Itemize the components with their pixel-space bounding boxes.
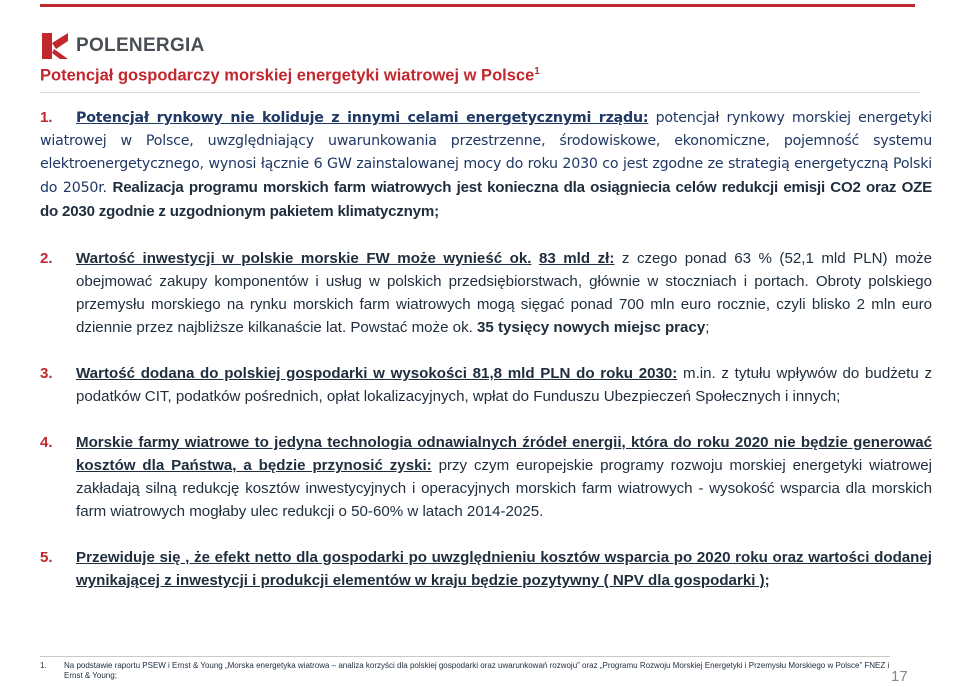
item-1-number: 1. [40,109,53,126]
title-footnote-ref: 1 [534,66,540,77]
item-2-jobs: 35 tysięcy nowych miejsc pracy [477,319,706,336]
company-logo [42,33,205,59]
item-2-body: z czego ponad 63 % (52,1 mld PLN) może obejmować zakupy komponentów i usług w polskich przedsiębiorstwach, głównie w stoczniach i portach. Obroty polskiego przemysłu morskiego na rynku morskich farm wiatrowych mogą sięgać ponad 700 mln euro rocznie, czyli blisko 2 mln euro dziennie przez najbliższe kilkanaście lat. Powstać może ok. [76,250,932,336]
top-accent-line [40,4,915,7]
item-1-body: potencjał rynkowy morskiej energetyki wiatrowej w Polsce, uwzględniający uwarunkowania przestrzenne, środowiskowe, ekonomiczne, pojemność systemu elektroenergetycznego, wynosi łącznie 6 GW zainstalowanej mocy do roku 2030 co jest zgodne ze strategią energetyczną Polski do 2050r. [40,110,932,196]
item-2-amount: 83 mld zł: [538,250,615,267]
item-2-text: Wartość inwestycji w polskie morskie FW może wynieść ok. 83 mld zł: z czego ponad 63 % (52,1 mld PLN) może obejmować zakupy komponentów i usług w polskich przedsiębiorstwach, głównie w stoczniach i portach. Obroty polskiego przemysłu morskiego na rynku morskich farm wiatrowych mogą sięgać ponad 700 mln euro rocznie, czyli blisko 2 mln euro dziennie przez najbliższe kilkanaście lat. Powstać może ok. 35 tysięcy nowych miejsc pracy; [76,250,932,336]
item-3-text [76,362,932,408]
list-item-5 [40,546,932,592]
item-2-heading: Wartość inwestycji w polskie morskie FW może wynieść ok. [76,250,532,267]
list-item-1 [40,106,932,224]
footnote-text: Na podstawie raportu PSEW i Ernst & Young „Morska energetyka wiatrowa – analiza korzyści dla polskiej gospodarki oraz uwarunkowań rozwoju” oraz „Programu Rozwoju Morskiej Energetyki i Przemysłu Morskiego w Polsce” FNEZ i Ernst & Young; [64,661,890,680]
item-3-number: 3. [40,365,53,382]
title-divider [40,92,920,93]
item-5-text [76,546,932,592]
footnote-divider [40,656,890,657]
item-4-number: 4. [40,434,53,451]
item-1-heading: Potencjał rynkowy nie koliduje z innymi celami energetycznymi rządu: [76,110,649,126]
item-4-text [76,431,932,523]
item-5-heading: Przewiduje się , że efekt netto dla gospodarki po uwzględnieniu kosztów wsparcia po 2020 roku oraz wartości dodanej wynikającej z inwestycji i produkcji elementów w kraju będzie pozytywny ( NPV dla gospodarki ); [76,549,932,589]
footnote [40,661,900,681]
item-4-heading: Morskie farmy wiatrowe to jedyna technologia odnawialnych źródeł energii, która do roku 2020 nie będzie generować kosztów dla Państwa, a będzie przynosić zyski: [76,434,932,474]
item-1-text [40,106,932,224]
list-item-2 [40,247,932,339]
polenergia-logo-icon [42,33,68,59]
page-title: Potencjał gospodarczy morskiej energetyki wiatrowej w Polsce$^1$ [40,66,540,85]
item-1-conclusion: Realizacja programu morskich farm wiatrowych jest konieczna dla osiągniecia celów redukcji emisji CO2 oraz OZE do 2030 zgodnie z uzgodnionym pakietem klimatycznym; [40,179,932,220]
page-number: 17 [891,668,908,685]
content-list [40,106,932,592]
list-item-3 [40,362,932,408]
list-item-4 [40,431,932,523]
brand-name: POLENERGIA [76,35,205,56]
item-5-number: 5. [40,549,53,566]
item-2-number: 2. [40,250,53,267]
footnote-number: 1. [40,661,47,670]
item-4-body: przy czym europejskie programy rozwoju morskiej energetyki wiatrowej zakładają silną redukcję kosztów inwestycyjnych i operacyjnych morskich farm wiatrowych - wysokość wsparcia dla morskich farm wiatrowych mogłaby ulec redukcji o 50-60% w latach 2014-2025. [76,457,933,520]
item-3-body: m.in. z tytułu wpływów do budżetu z podatków CIT, podatków pośrednich, opłat lokalizacyjnych, wpłat do Funduszu Ubezpieczeń Społecznych i innych; [76,365,932,405]
item-3-heading: Wartość dodana do polskiej gospodarki w wysokości 81,8 mld PLN do roku 2030: [76,365,678,382]
